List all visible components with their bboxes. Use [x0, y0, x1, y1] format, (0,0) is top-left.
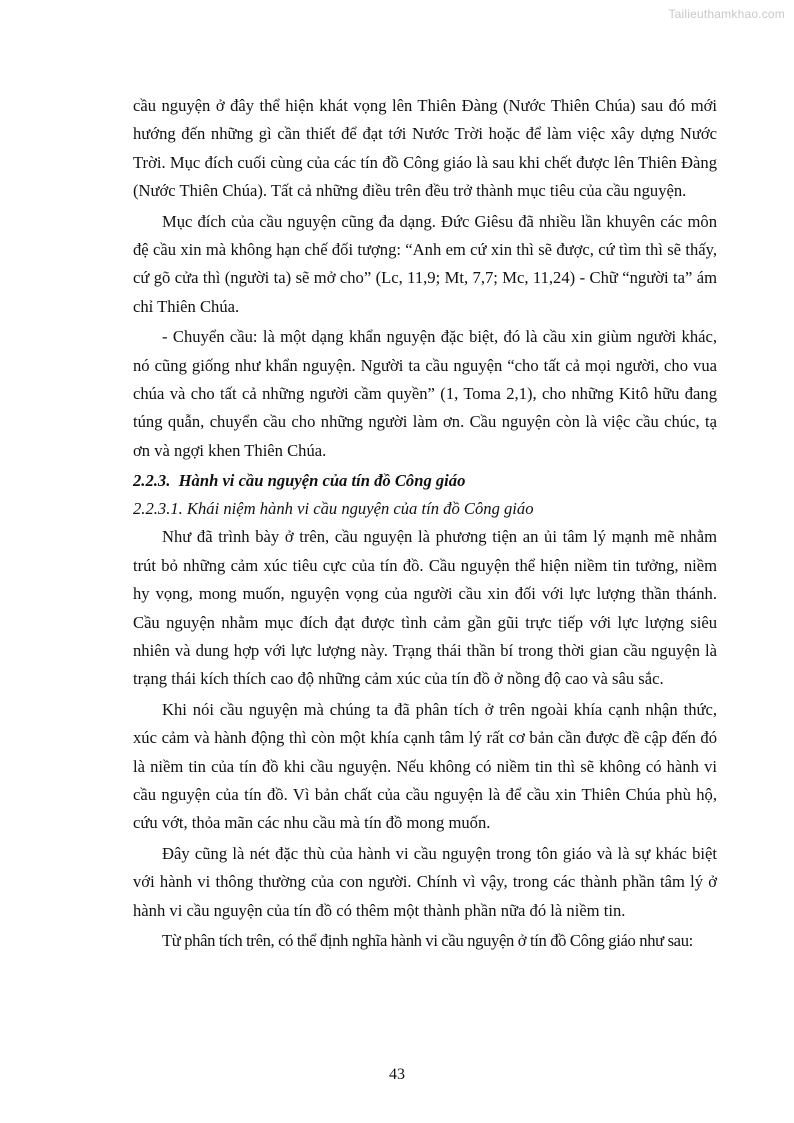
subsection-heading: 2.2.3.1. Khái niệm hành vi cầu nguyện của tín đồ Công giáo: [133, 499, 534, 519]
paragraph-4: Như đã trình bày ở trên, cầu nguyện là phương tiện an ủi tâm lý mạnh mẽ nhằm trút bỏ những cảm xúc tiêu cực của tín đồ. Cầu nguyện thể hiện niềm tin tưởng, niềm hy vọng, mong muốn, nguyện vọng của người cầu xin đối với lực lượng thần thánh. Cầu nguyện nhằm mục đích đạt được tình cảm gần gũi trực tiếp với lực lượng siêu nhiên và dung hợp với lực lượng này. Trạng thái thần bí trong thời gian cầu nguyện là trạng thái kích thích cao độ những cảm xúc của tín đồ ở nồng độ cao và sâu sắc.: [133, 527, 717, 689]
page-body: [133, 92, 717, 957]
section-heading: 2.2.3. Hành vi cầu nguyện của tín đồ Công giáo: [133, 471, 466, 491]
paragraph-1: cầu nguyện ở đây thể hiện khát vọng lên Thiên Đàng (Nước Thiên Chúa) sau đó mới hướng đến những gì cần thiết để đạt tới Nước Trời hoặc để làm việc xây dựng Nước Trời. Mục đích cuối cùng của các tín đồ Công giáo là sau khi chết được lên Thiên Đàng (Nước Thiên Chúa). Tất cả những điều trên đều trở thành mục tiêu của cầu nguyện.: [133, 96, 717, 201]
paragraph-6: Đây cũng là nét đặc thù của hành vi cầu nguyện trong tôn giáo và là sự khác biệt với hành vi thông thường của con người. Chính vì vậy, trong các thành phần tâm lý ở hành vi cầu nguyện của tín đồ có thêm một thành phần nữa đó là niềm tin.: [133, 843, 717, 920]
paragraph-2: Mục đích của cầu nguyện cũng đa dạng. Đức Giêsu đã nhiều lần khuyên các môn đệ cầu xin mà không hạn chế đối tượng: “Anh em cứ xin thì sẽ được, cứ tìm thì sẽ thấy, cứ gõ cửa thì (người ta) sẽ mở cho” (Lc, 11,9; Mt, 7,7; Mc, 11,24) - Chữ “người ta” ám chỉ Thiên Chúa.: [133, 211, 717, 316]
paragraph-3: - Chuyển cầu: là một dạng khẩn nguyện đặc biệt, đó là cầu xin giùm người khác, nó cũng giống như khẩn nguyện. Người ta cầu nguyện “cho tất cả mọi người, cho vua chúa và cho tất cả những người cầm quyền” (1, Toma 2,1), cho những Kitô hữu đang túng quẫn, chuyển cầu cho những người làm ơn. Cầu nguyện còn là việc cầu chúc, tạ ơn và ngợi khen Thiên Chúa.: [133, 327, 717, 460]
paragraph-7: Từ phân tích trên, có thể định nghĩa hành vi cầu nguyện ở tín đồ Công giáo như sau:: [162, 930, 693, 950]
watermark: Tailieuthamkhao.com: [668, 7, 785, 21]
page-number: 43: [389, 1066, 405, 1083]
paragraph-5: Khi nói cầu nguyện mà chúng ta đã phân tích ở trên ngoài khía cạnh nhận thức, xúc cảm và hành động thì còn một khía cạnh tâm lý rất cơ bản cần được đề cập đến đó là niềm tin của tín đồ khi cầu nguyện. Nếu không có niềm tin thì sẽ không có hành vi cầu nguyện của tín đồ. Vì bản chất của cầu nguyện là để cầu xin Thiên Chúa phù hộ, cứu vớt, thỏa mãn các nhu cầu mà tín đồ mong muốn.: [133, 699, 717, 833]
